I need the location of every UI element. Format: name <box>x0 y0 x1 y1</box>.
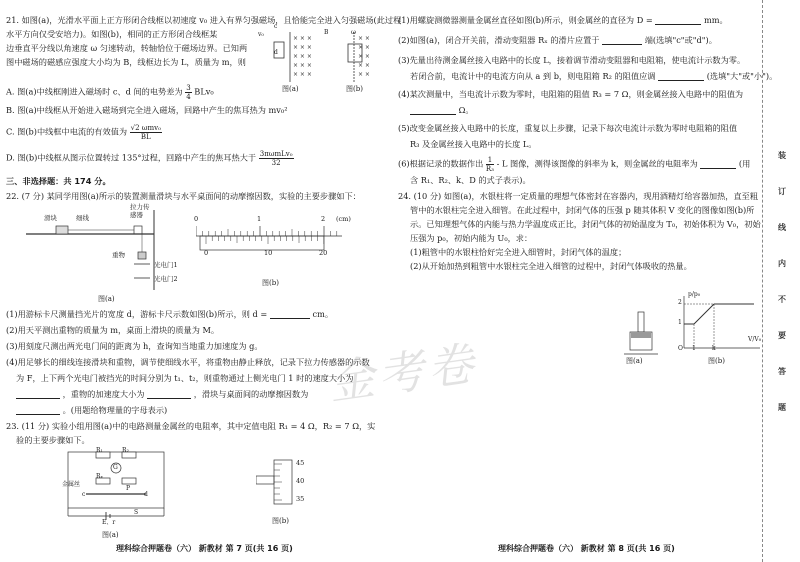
q24-graph-tick-1: 1 <box>678 319 682 326</box>
q22-step-1: (1)用游标卡尺测量挡光片的宽度 d，游标卡尺示数如图(b)所示，则 d = cm。 <box>6 309 334 319</box>
q22-fig-b-caption: 图(b) <box>262 279 279 287</box>
q22-label-block: 滑块 <box>44 214 57 222</box>
q21-label-v0: v₀ <box>258 31 264 38</box>
q23-label-G: G <box>113 464 118 471</box>
q24-fig-b-graph <box>674 292 766 356</box>
binding-char-3: 线 <box>778 223 786 232</box>
svg-text:× × ×: × × × <box>293 71 312 78</box>
q22-step-3: (3)用刻度尺测出两光电门间的距离为 h，查询知当地重力加速度为 g。 <box>6 341 263 351</box>
q24-fig-b-caption: 图(b) <box>708 357 725 365</box>
q21-label-c: c <box>274 23 278 30</box>
q23-label-wire: 金属丝 <box>62 481 81 488</box>
q23-fig-a-caption: 图(a) <box>102 531 119 539</box>
section-3-heading: 三、非选择题：共 174 分。 <box>6 176 111 186</box>
q24-stem-line3: 示。已知理想气体的内能与热力学温度成正比，封闭气体的初始温度为 T₀，初始体积为 V₀，初始 <box>410 219 761 229</box>
svg-text:× × ×: × × × <box>293 62 312 69</box>
q21-option-c: C. 图(b)中线框中电流的有效值为 $\frac{\text{√2 ωmv₀}}{BL}$ <box>6 124 161 141</box>
q22-vernier-20: 20 <box>319 249 328 257</box>
q22-fig-a-caption: 图(a) <box>98 295 115 303</box>
q24-graph-x-label: V/V₀ <box>748 336 762 343</box>
svg-text:× ×: × × <box>358 44 370 51</box>
left-page <box>6 0 402 562</box>
q23-label-Rx: Rₓ <box>96 473 104 480</box>
q21-fig-b <box>348 32 370 82</box>
q24-graph-tick-k: k <box>712 345 716 352</box>
q24-fig-a-container <box>624 310 664 356</box>
q23-step-5-line2: R₃ 及金属丝接入电路中的长度 L。 <box>410 139 537 149</box>
q22-answer-blank-acceleration[interactable] <box>147 389 191 399</box>
q23-answer-blank-diameter[interactable] <box>655 15 701 25</box>
q23-step-1: (1)用螺旋测微器测量金属丝直径如图(b)所示，则金属丝的直径为 D = mm。 <box>398 15 728 25</box>
q23-stem-line1: 23. (11 分) 实验小组用图(a)中的电路测量金属丝的电阻率，其中定值电阻 R₁ = 4 Ω，R₂ = 7 Ω，实 <box>6 421 376 431</box>
q24-graph-origin: O <box>678 345 683 352</box>
q24-graph-tick-x1: 1 <box>692 345 696 352</box>
q21-fig-a <box>274 32 312 82</box>
q21-fig-b-caption: 图(b) <box>346 85 363 93</box>
svg-text:× ×: × × <box>358 53 370 60</box>
q21-stem-line4: 图中磁场的磁感应强度大小均为 B，线框边长为 L，质量为 m，则 <box>6 57 246 67</box>
binding-margin <box>762 0 800 562</box>
q22-step-4-line2: 为 F，上下两个光电门被挡光的时间分别为 t₁、t₂，则重物通过上侧光电门 1 时的速度大小为 <box>16 373 354 383</box>
q23-label-d: d <box>144 491 148 498</box>
q22-ruler-tick-0: 0 <box>194 215 199 223</box>
q22-ruler-tick-1: 1 <box>257 215 262 223</box>
q22-label-gate-2: 光电门2 <box>154 275 178 283</box>
q22-fig-b-vernier <box>196 222 346 268</box>
q23-micrometer-40: 40 <box>296 477 305 485</box>
q24-question-1: (1)粗管中的水银柱恰好完全进入细管时，封闭气体的温度； <box>410 247 627 257</box>
q23-label-R2: R₂ <box>122 447 129 454</box>
binding-char-1: 装 <box>778 151 786 160</box>
svg-text:× × ×: × × × <box>293 53 312 60</box>
binding-char-8: 题 <box>778 403 786 412</box>
svg-text:× × ×: × × × <box>293 35 312 42</box>
q22-ruler-tick-2: 2 <box>321 215 326 223</box>
q21-stem-line1: 21. 如图(a)，光滑水平面上正方形闭合线框以初速度 v₀ 进入有界匀强磁场，且恰能完全进入匀强磁场(此过程 <box>6 15 402 25</box>
q21-option-a-fraction: $\frac{3}{4}$ <box>186 84 191 101</box>
q23-step-6-fraction: $\frac{1}{\text{R₃}}$ <box>485 156 494 173</box>
q21-label-B: B <box>324 29 329 36</box>
q23-step-2: (2)如图(a)，闭合开关前，滑动变阻器 Rₓ 的滑片应置于 端(选填"c"或"d")。 <box>398 35 717 45</box>
q21-option-c-fraction: $\frac{\text{√2 ωmv₀}}{BL}$ <box>130 124 161 141</box>
q21-fig-a-caption: 图(a) <box>282 85 299 93</box>
right-page <box>398 0 778 562</box>
q22-answer-blank-friction[interactable] <box>16 405 60 415</box>
left-page-footer: 理科综合押题卷（六） 新教材 第 7 页(共 16 页) <box>116 544 293 553</box>
q23-answer-blank-resistance[interactable] <box>410 105 456 115</box>
binding-char-7: 答 <box>778 367 786 376</box>
q22-step-4-line4: 。(用题给物理量的字母表示) <box>16 404 167 417</box>
q24-graph-y-label: p/p₀ <box>688 291 701 298</box>
q23-label-S: S <box>134 509 139 516</box>
q21-figures <box>268 30 378 92</box>
q22-ruler-unit: (cm) <box>336 215 351 223</box>
q23-step-3-line2: 若闭合前，电流计中的电流方向从 a 到 b，则电阻箱 R₂ 的阻值应调 (选填"大"或"小")。 <box>410 71 778 81</box>
q22-stem: 22. (7 分) 某同学用图(a)所示的装置测量滑块与水平桌面间的动摩擦因数，实验的主要步骤如下： <box>6 191 361 201</box>
watermark: 金考卷 <box>324 335 481 411</box>
q23-label-c: c <box>82 491 86 498</box>
binding-char-6: 要 <box>778 331 786 340</box>
binding-char-4: 内 <box>778 259 786 268</box>
q24-stem-line4: 压强为 p₀，初始内能为 U₀，求： <box>410 233 533 243</box>
q24-stem-line1: 24. (10 分) 如图(a)，水银柱将一定质量的理想气体密封在容器内，现用酒精灯给容器加热，直至粗 <box>398 191 759 201</box>
q22-vernier-0: 0 <box>204 249 209 257</box>
q23-step-3-line1: (3)先量出待测金属丝接入电路中的长度 L，接着调节滑动变阻器和电阻箱，使电流计示数为零。 <box>398 55 746 65</box>
q23-fig-b-caption: 图(b) <box>272 517 289 525</box>
binding-char-2: 订 <box>778 187 786 196</box>
q23-step-6-line1: (6)根据记录的数据作出 $\frac{1}{\text{R₃}}$ - L 图像，测得该图像的斜率为 k，则金属丝的电阻率为 (用 <box>398 156 751 173</box>
q22-answer-blank-d[interactable] <box>270 309 310 319</box>
q23-micrometer-35: 35 <box>296 495 305 503</box>
q22-label-sensor-1: 拉力传 <box>130 203 150 211</box>
q23-label-E: E、r <box>102 519 116 526</box>
q21-option-b: B. 图(a)中线框从开始进入磁场到完全进入磁场，回路中产生的焦耳热为 mv₀² <box>6 105 288 115</box>
q21-label-omega: ω <box>351 29 356 36</box>
svg-text:× ×: × × <box>358 35 370 42</box>
q22-label-weight: 重物 <box>112 251 125 259</box>
q24-question-2: (2)从开始加热到粗管中水银柱完全进入细管的过程中，封闭气体吸收的热量。 <box>410 261 692 271</box>
q23-step-5-line1: (5)改变金属丝接入电路中的长度，重复以上步骤，记录下每次电流计示数为零时电阻箱的阻值 <box>398 123 738 133</box>
q24-graph-tick-2: 2 <box>678 299 682 306</box>
q24-stem-line2: 管中的水银柱完全进入细管。在此过程中，封闭气体的压强 p 随其体积 V 变化的图像如图(b)所 <box>410 205 755 215</box>
q23-step-4-line1: (4)某次测量中，当电流计示数为零时，电阻箱的阻值 R₃ = 7 Ω，则金属丝接入电路中的阻值为 <box>398 89 744 99</box>
q22-step-4-line3: ，重物的加速度大小为 ，滑块与桌面间的动摩擦因数为 <box>16 388 308 401</box>
svg-text:× ×: × × <box>358 62 370 69</box>
q24-fig-a-caption: 图(a) <box>626 357 643 365</box>
q22-step-4-line1: (4)用足够长的细线连接滑块和重物，调节使细线水平，将重物由静止释放，记录下拉力传感器的示数 <box>6 357 370 367</box>
q21-option-d: D. 图(b)中线框从图示位置转过 135°过程，回路中产生的焦耳热大于 $\frac{\text{3πωmLv₀}}{32}$ <box>6 150 293 167</box>
svg-text:× ×: × × <box>358 71 370 78</box>
q22-answer-blank-velocity[interactable] <box>16 389 60 399</box>
q23-stem-line2: 验的主要步骤如下。 <box>16 435 90 445</box>
q21-option-d-fraction: $\frac{\text{3πωmLv₀}}{32}$ <box>259 150 293 167</box>
q23-answer-blank-end[interactable] <box>602 35 642 45</box>
q22-vernier-10: 10 <box>264 249 273 257</box>
q21-stem-line2: 水平方向仅受安培力)。如图(b)，相同的正方形闭合线框某 <box>6 29 218 39</box>
q23-answer-blank-resistivity[interactable] <box>700 159 736 169</box>
q21-option-a: A. 图(a)中线框刚进入磁场时 c、d 间的电势差为 $\frac{3}{4}$ BLv₀ <box>6 84 214 101</box>
svg-text:× × ×: × × × <box>293 44 312 51</box>
q23-step-6-line2: 含 R₁、R₂、k、D 的式子表示)。 <box>410 175 531 185</box>
q22-label-gate-1: 光电门1 <box>154 261 178 269</box>
right-page-footer: 理科综合押题卷（六） 新教材 第 8 页(共 16 页) <box>498 544 675 553</box>
q23-micrometer-45: 45 <box>296 459 305 467</box>
q23-step-4-line2: Ω。 <box>410 104 474 117</box>
q22-step-2: (2)用天平测出重物的质量为 m，桌面上滑块的质量为 M。 <box>6 325 220 335</box>
q22-label-line: 细线 <box>76 214 89 222</box>
q23-fig-b-micrometer <box>256 456 316 510</box>
q23-answer-blank-adjust[interactable] <box>658 71 704 81</box>
q21-stem-line3: 边垂直平分线以角速度 ω 匀速转动，转轴恰位于磁场边界。已知两 <box>6 43 248 53</box>
q23-label-P: P <box>126 485 131 492</box>
q22-label-sensor-2: 感器 <box>130 211 143 219</box>
q21-label-d: d <box>274 49 278 56</box>
binding-char-5: 不 <box>778 295 786 304</box>
q23-label-R1: R₁ <box>96 447 103 454</box>
